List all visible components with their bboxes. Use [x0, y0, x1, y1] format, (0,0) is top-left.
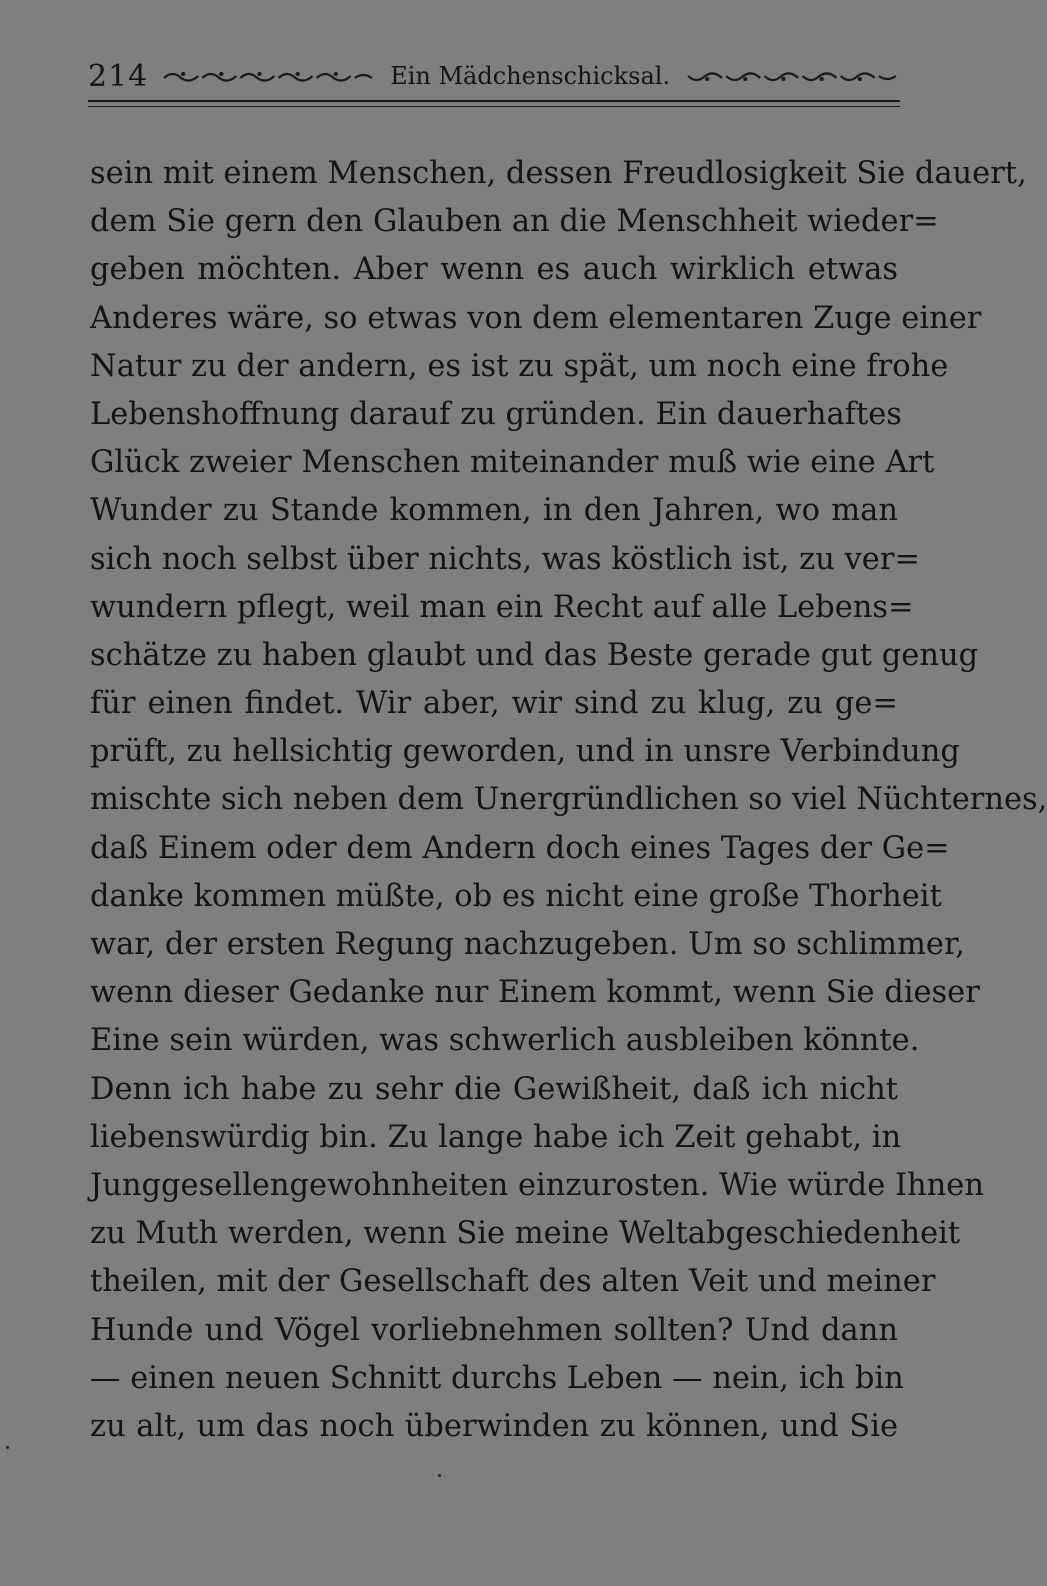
text-line: Wunder zu Stande kommen, in den Jahren, wo man	[90, 493, 898, 529]
text-line: zu alt, um das noch überwinden zu können, und Sie	[90, 1408, 898, 1444]
text-line: für einen findet. Wir aber, wir sind zu klug, zu ge=	[90, 686, 898, 722]
header-rule-thin	[88, 106, 900, 107]
text-line: Hunde und Vögel vorliebnehmen sollten? Und dann	[90, 1312, 898, 1348]
body-text	[90, 150, 1047, 1451]
text-line: Lebenshoffnung darauf zu gründen. Ein dauerhaftes	[90, 396, 902, 432]
text-line: wenn dieser Gedanke nur Einem kommt, wenn Sie dieser	[90, 975, 980, 1011]
text-line: daß Einem oder dem Andern doch eines Tages der Ge=	[90, 830, 950, 866]
text-line: Glück zweier Menschen miteinander muß wie eine Art	[90, 445, 935, 481]
right-ornament-icon	[686, 68, 898, 84]
text-line: zu Muth werden, wenn Sie meine Weltabgeschiedenheit	[90, 1216, 961, 1252]
text-line: Natur zu der andern, es ist zu spät, um noch eine frohe	[90, 348, 949, 384]
text-line: theilen, mit der Gesellschaft des alten Veit und meiner	[90, 1264, 936, 1300]
text-line: wundern pflegt, weil man ein Recht auf alle Lebens=	[90, 589, 914, 625]
text-line: liebenswürdig bin. Zu lange habe ich Zeit gehabt, in	[90, 1119, 902, 1155]
paper-speck	[438, 1474, 441, 1477]
paper-speck	[6, 1446, 9, 1449]
text-line: Eine sein würden, was schwerlich ausbleiben könnte.	[90, 1023, 920, 1059]
running-title: Ein Mädchenschicksal.	[390, 62, 671, 90]
text-line: geben möchten. Aber wenn es auch wirklich etwas	[90, 252, 898, 288]
text-line: Anderes wäre, so etwas von dem elementaren Zuge einer	[90, 300, 982, 336]
text-line: sein mit einem Menschen, dessen Freudlosigkeit Sie dauert,	[90, 156, 1027, 191]
text-line: war, der ersten Regung nachzugeben. Um so schlimmer,	[90, 927, 965, 962]
text-line: sich noch selbst über nichts, was köstlich ist, zu ver=	[90, 541, 920, 577]
text-line: schätze zu haben glaubt und das Beste gerade gut genug	[90, 637, 979, 673]
page-header	[88, 54, 898, 98]
text-line: mischte sich neben dem Unergründlichen so viel Nüchternes,	[90, 782, 1047, 818]
page-number: 214	[88, 58, 149, 94]
text-line: Denn ich habe zu sehr die Gewißheit, daß ich nicht	[90, 1071, 898, 1107]
left-ornament-icon	[162, 68, 374, 84]
header-rule-thick	[88, 100, 900, 102]
text-line: Junggesellengewohnheiten einzurosten. Wie würde Ihnen	[90, 1167, 984, 1203]
text-line: danke kommen müßte, ob es nicht eine große Thorheit	[90, 878, 942, 914]
text-line: — einen neuen Schnitt durchs Leben — nein, ich bin	[90, 1360, 904, 1396]
text-line: dem Sie gern den Glauben an die Menschheit wieder=	[90, 204, 939, 240]
text-line: prüft, zu hellsichtig geworden, und in unsre Verbindung	[90, 734, 960, 770]
